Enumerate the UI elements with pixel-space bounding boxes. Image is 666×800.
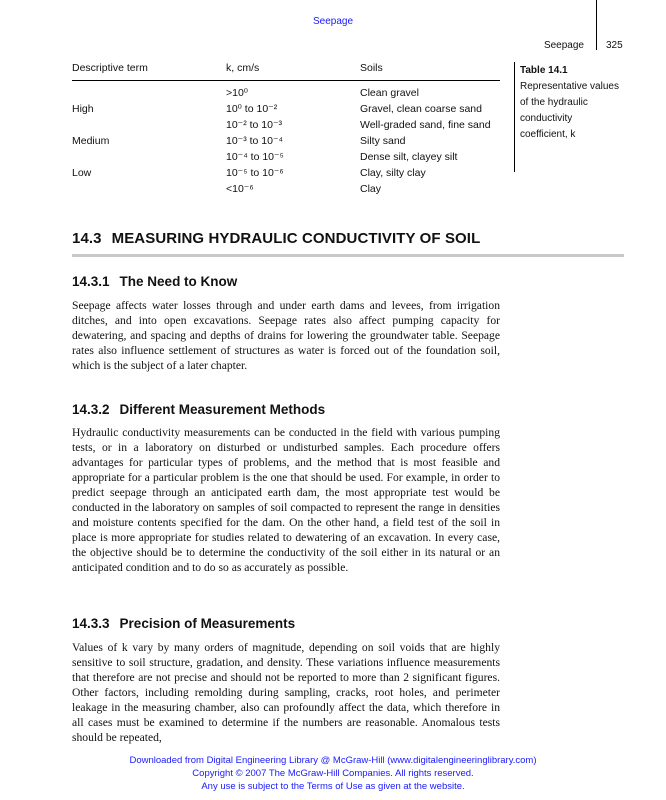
- caption-rule: [514, 62, 515, 172]
- table-cell-term: Medium: [72, 135, 110, 147]
- footer-download-link[interactable]: Downloaded from Digital Engineering Library @ McGraw-Hill (www.digitalengineeringlibrary.com): [129, 755, 537, 766]
- subsection-title: Different Measurement Methods: [119, 402, 326, 417]
- subsection-title: Precision of Measurements: [119, 616, 296, 631]
- table-row: [72, 87, 500, 103]
- paragraph: Values of k vary by many orders of magnitude, depending on soil voids that are highly sensitive to soil structure, gradation, and density. These variations influence measurements that therefore are not precise and should not be reported to more than 2 significant figures. Other factors, including remolding during sampling, cracks, root holes, and perimeter leakage in the measuring chamber, also can profoundly affect the data, which therefore in all cases must be examined to determine if the numbers are reasonable. Anomalous tests should be repeated,: [72, 641, 500, 744]
- table-header-row: [72, 62, 500, 81]
- column-header-k: k, cm/s: [226, 62, 260, 74]
- table-cell-term: Low: [72, 167, 92, 179]
- table-cell-term: High: [72, 103, 94, 115]
- column-header-term: Descriptive term: [72, 62, 148, 74]
- table-cell-soil: Gravel, clean coarse sand: [360, 103, 482, 115]
- column-header-soils: Soils: [360, 62, 383, 74]
- section-heading: [72, 230, 480, 247]
- table-row: [72, 151, 500, 167]
- table-cell-k: 10⁻² to 10⁻³: [226, 119, 283, 131]
- table-row: [72, 119, 500, 135]
- section-number: 14.3: [72, 230, 102, 247]
- table-cell-soil: Clay, silty clay: [360, 167, 426, 179]
- table-body: [72, 87, 500, 199]
- table-caption-text: Representative values of the hydraulic conductivity coefficient, k: [520, 81, 619, 140]
- table-row: [72, 167, 500, 183]
- hydraulic-conductivity-table: [72, 62, 500, 199]
- table-row: [72, 103, 500, 119]
- subsection-heading: [72, 274, 237, 289]
- table-cell-k: <10⁻⁶: [226, 183, 254, 195]
- page-number: 325: [606, 40, 623, 51]
- table-cell-k: 10⁻⁵ to 10⁻⁶: [226, 167, 284, 179]
- subsection-heading: [72, 402, 325, 417]
- table-caption: [520, 63, 620, 143]
- table-row: [72, 135, 500, 151]
- table-cell-k: >10⁰: [226, 87, 249, 99]
- footer-terms[interactable]: Any use is subject to the Terms of Use as given at the website.: [201, 781, 465, 792]
- running-title: Seepage: [543, 40, 584, 51]
- section-title: MEASURING HYDRAULIC CONDUCTIVITY OF SOIL: [111, 230, 481, 247]
- table-caption-label: Table 14.1: [520, 65, 568, 76]
- header-vertical-rule: [596, 0, 597, 50]
- table-cell-soil: Clay: [360, 183, 382, 195]
- subsection-heading: [72, 616, 295, 631]
- section-rule: [72, 254, 624, 257]
- paragraph: Seepage affects water losses through and under earth dams and levees, from irrigation ditches, and into open excavations. Seepage rates also affect pumping capacity for dewatering, and spacing and depths of drains for lowering the groundwater table. Seepage rates also influence settlement of structures as water is forced out of the foundation soil, which is the subject of a later chapter.: [72, 299, 500, 372]
- subsection-number: 14.3.2: [72, 402, 110, 417]
- table-cell-k: 10⁰ to 10⁻²: [226, 103, 278, 115]
- top-header-link[interactable]: Seepage: [312, 16, 354, 27]
- table-cell-soil: Well-graded sand, fine sand: [360, 119, 491, 131]
- table-row: [72, 183, 500, 199]
- footer-copyright[interactable]: Copyright © 2007 The McGraw-Hill Companies. All rights reserved.: [192, 768, 474, 779]
- table-cell-soil: Clean gravel: [360, 87, 419, 99]
- table-cell-k: 10⁻³ to 10⁻⁴: [226, 135, 284, 147]
- paragraph: Hydraulic conductivity measurements can be conducted in the field with various pumping tests, or in a laboratory on disturbed or undisturbed samples. Each procedure offers advantages for particular types of problems, and the method that is most feasible and appropriate for a particular problem is the one that should be used. For example, in order to predict seepage through an anticipated earth dam, the most appropriate test would be conducted in the laboratory on samples of soil compacted to represent the range in densities and moisture contents specified for the dam. On the other hand, a field test of the soil in place is more appropriate for studies related to dewatering of an excavation. In every case, the objective should be to determine the conductivity of the soil either in its natural or an anticipated condition and to do so as accurately as possible.: [72, 426, 500, 574]
- table-cell-soil: Dense silt, clayey silt: [360, 151, 458, 163]
- table-cell-k: 10⁻⁴ to 10⁻⁵: [226, 151, 284, 163]
- subsection-title: The Need to Know: [119, 274, 238, 289]
- subsection-number: 14.3.1: [72, 274, 110, 289]
- table-cell-soil: Silty sand: [360, 135, 406, 147]
- subsection-number: 14.3.3: [72, 616, 110, 631]
